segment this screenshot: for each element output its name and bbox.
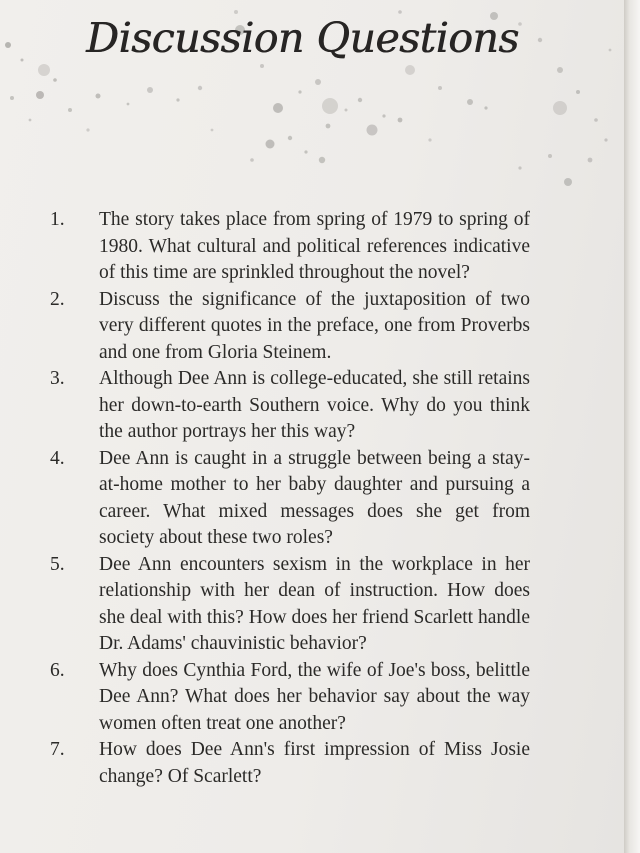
list-item	[50, 207, 530, 287]
page-title: Discussion Questions	[86, 14, 519, 62]
question-text: Dee Ann is caught in a struggle between being a stay-at-home mother to her baby daughter and pursuing a career. What mixed messages does she get from society about these two roles?	[99, 447, 530, 548]
question-number: 6.	[50, 659, 65, 681]
question-number: 4.	[50, 447, 65, 469]
question-text: How does Dee Ann's first impression of Miss Josie change? Of Scarlett?	[99, 739, 530, 787]
list-item	[50, 658, 530, 738]
list-item	[50, 287, 530, 367]
question-text: Discuss the significance of the juxtaposition of two very different quotes in the preface, one from Proverbs and one from Gloria Steinem.	[99, 288, 530, 363]
question-text: Dee Ann encounters sexism in the workplace in her relationship with her dean of instruction. How does she deal with this? How does her friend Scarlett handle Dr. Adams' chauvinistic behavior?	[99, 553, 530, 654]
question-number: 7.	[50, 739, 65, 760]
question-text: The story takes place from spring of 1979 to spring of 1980. What cultural and political references indicative of this time are sprinkled throughout the novel?	[99, 209, 530, 283]
question-number: 2.	[50, 288, 65, 310]
page-edge	[624, 0, 640, 853]
list-item	[50, 737, 530, 790]
question-number: 1.	[50, 209, 65, 230]
questions-list	[50, 207, 530, 790]
list-item	[50, 366, 530, 446]
list-item	[50, 552, 530, 658]
question-number: 5.	[50, 553, 65, 575]
list-item	[50, 446, 530, 552]
question-text: Although Dee Ann is college-educated, she still retains her down-to-earth Southern voice. Why do you think the author portrays her this way?	[99, 368, 530, 442]
question-text: Why does Cynthia Ford, the wife of Joe's boss, belittle Dee Ann? What does her behavior say about the way women often treat one another?	[99, 659, 530, 734]
question-number: 3.	[50, 368, 65, 389]
